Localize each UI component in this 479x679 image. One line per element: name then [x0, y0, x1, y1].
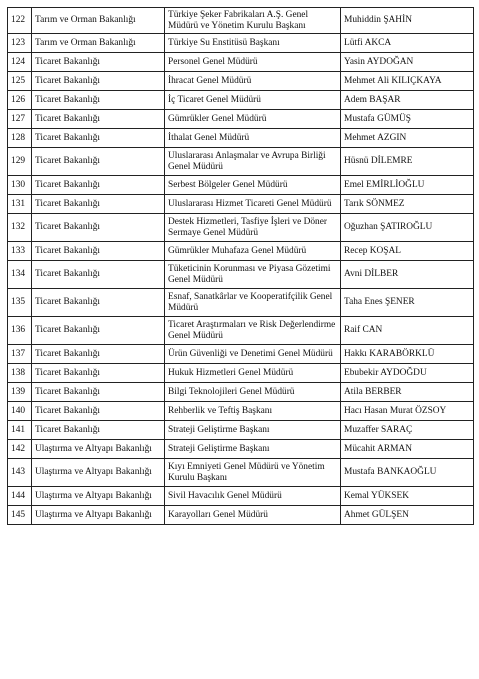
person-name-cell: Hakkı KARABÖRKLÜ: [341, 345, 474, 364]
table-row: [8, 214, 474, 242]
ministry-cell: Ticaret Bakanlığı: [32, 129, 165, 148]
ministry-cell: Ticaret Bakanlığı: [32, 176, 165, 195]
position-cell: Uluslararası Hizmet Ticareti Genel Müdürü: [165, 195, 341, 214]
ministry-cell: Ticaret Bakanlığı: [32, 91, 165, 110]
ministry-cell: Ticaret Bakanlığı: [32, 364, 165, 383]
position-cell: Strateji Geliştirme Başkanı: [165, 440, 341, 459]
ministry-cell: Ticaret Bakanlığı: [32, 110, 165, 129]
row-number-cell: 122: [8, 8, 32, 34]
person-name-cell: Mehmet Ali KILIÇKAYA: [341, 72, 474, 91]
position-cell: Ürün Güvenliği ve Denetimi Genel Müdürü: [165, 345, 341, 364]
position-cell: Türkiye Şeker Fabrikaları A.Ş. Genel Müdürü ve Yönetim Kurulu Başkanı: [165, 8, 341, 34]
position-cell: Uluslararası Anlaşmalar ve Avrupa Birliği Genel Müdürü: [165, 148, 341, 176]
row-number-cell: 140: [8, 402, 32, 421]
row-number-cell: 136: [8, 317, 32, 345]
table-row: [8, 8, 474, 34]
table-row: [8, 440, 474, 459]
person-name-cell: Mehmet AZGIN: [341, 129, 474, 148]
person-name-cell: Recep KOŞAL: [341, 242, 474, 261]
position-cell: Strateji Geliştirme Başkanı: [165, 421, 341, 440]
position-cell: Kıyı Emniyeti Genel Müdürü ve Yönetim Kurulu Başkanı: [165, 459, 341, 487]
row-number-cell: 125: [8, 72, 32, 91]
position-cell: Serbest Bölgeler Genel Müdürü: [165, 176, 341, 195]
ministry-cell: Ticaret Bakanlığı: [32, 261, 165, 289]
table-row: [8, 506, 474, 525]
ministry-cell: Ticaret Bakanlığı: [32, 53, 165, 72]
row-number-cell: 132: [8, 214, 32, 242]
person-name-cell: Emel EMİRLİOĞLU: [341, 176, 474, 195]
row-number-cell: 133: [8, 242, 32, 261]
ministry-cell: Ticaret Bakanlığı: [32, 383, 165, 402]
table-row: [8, 176, 474, 195]
person-name-cell: Yasin AYDOĞAN: [341, 53, 474, 72]
person-name-cell: Taha Enes ŞENER: [341, 289, 474, 317]
position-cell: Gümrükler Genel Müdürü: [165, 110, 341, 129]
table-row: [8, 364, 474, 383]
row-number-cell: 123: [8, 34, 32, 53]
position-cell: Ticaret Araştırmaları ve Risk Değerlendirme Genel Müdürü: [165, 317, 341, 345]
table-row: [8, 289, 474, 317]
table-row: [8, 53, 474, 72]
person-name-cell: Atila BERBER: [341, 383, 474, 402]
appointments-table: [7, 7, 474, 525]
table-row: [8, 72, 474, 91]
row-number-cell: 138: [8, 364, 32, 383]
table-row: [8, 148, 474, 176]
ministry-cell: Ticaret Bakanlığı: [32, 148, 165, 176]
position-cell: Tüketicinin Korunması ve Piyasa Gözetimi Genel Müdürü: [165, 261, 341, 289]
person-name-cell: Tarık SÖNMEZ: [341, 195, 474, 214]
table-body: [8, 8, 474, 525]
position-cell: Esnaf, Sanatkârlar ve Kooperatifçilik Genel Müdürü: [165, 289, 341, 317]
person-name-cell: Lütfi AKCA: [341, 34, 474, 53]
ministry-cell: Ticaret Bakanlığı: [32, 402, 165, 421]
ministry-cell: Ticaret Bakanlığı: [32, 289, 165, 317]
person-name-cell: Mustafa GÜMÜŞ: [341, 110, 474, 129]
position-cell: Hukuk Hizmetleri Genel Müdürü: [165, 364, 341, 383]
table-row: [8, 345, 474, 364]
table-row: [8, 459, 474, 487]
row-number-cell: 128: [8, 129, 32, 148]
row-number-cell: 127: [8, 110, 32, 129]
person-name-cell: Oğuzhan ŞATIROĞLU: [341, 214, 474, 242]
table-row: [8, 195, 474, 214]
ministry-cell: Ticaret Bakanlığı: [32, 214, 165, 242]
person-name-cell: Mustafa BANKAOĞLU: [341, 459, 474, 487]
table-row: [8, 34, 474, 53]
ministry-cell: Ticaret Bakanlığı: [32, 345, 165, 364]
ministry-cell: Ulaştırma ve Altyapı Bakanlığı: [32, 459, 165, 487]
row-number-cell: 145: [8, 506, 32, 525]
table-row: [8, 91, 474, 110]
row-number-cell: 130: [8, 176, 32, 195]
position-cell: İhracat Genel Müdürü: [165, 72, 341, 91]
row-number-cell: 143: [8, 459, 32, 487]
table-row: [8, 129, 474, 148]
position-cell: Türkiye Su Enstitüsü Başkanı: [165, 34, 341, 53]
position-cell: Karayolları Genel Müdürü: [165, 506, 341, 525]
row-number-cell: 124: [8, 53, 32, 72]
person-name-cell: Mücahit ARMAN: [341, 440, 474, 459]
person-name-cell: Adem BAŞAR: [341, 91, 474, 110]
person-name-cell: Muzaffer SARAÇ: [341, 421, 474, 440]
ministry-cell: Tarım ve Orman Bakanlığı: [32, 8, 165, 34]
row-number-cell: 142: [8, 440, 32, 459]
position-cell: Sivil Havacılık Genel Müdürü: [165, 487, 341, 506]
row-number-cell: 126: [8, 91, 32, 110]
position-cell: İç Ticaret Genel Müdürü: [165, 91, 341, 110]
ministry-cell: Ulaştırma ve Altyapı Bakanlığı: [32, 487, 165, 506]
ministry-cell: Ticaret Bakanlığı: [32, 317, 165, 345]
row-number-cell: 137: [8, 345, 32, 364]
table-row: [8, 487, 474, 506]
table-row: [8, 402, 474, 421]
position-cell: Gümrükler Muhafaza Genel Müdürü: [165, 242, 341, 261]
row-number-cell: 131: [8, 195, 32, 214]
person-name-cell: Ahmet GÜLŞEN: [341, 506, 474, 525]
row-number-cell: 139: [8, 383, 32, 402]
row-number-cell: 141: [8, 421, 32, 440]
person-name-cell: Kemal YÜKSEK: [341, 487, 474, 506]
ministry-cell: Ticaret Bakanlığı: [32, 421, 165, 440]
table-row: [8, 317, 474, 345]
row-number-cell: 144: [8, 487, 32, 506]
ministry-cell: Ticaret Bakanlığı: [32, 195, 165, 214]
table-row: [8, 110, 474, 129]
position-cell: Destek Hizmetleri, Tasfiye İşleri ve Döner Sermaye Genel Müdürü: [165, 214, 341, 242]
row-number-cell: 129: [8, 148, 32, 176]
ministry-cell: Ulaştırma ve Altyapı Bakanlığı: [32, 506, 165, 525]
person-name-cell: Ebubekir AYDOĞDU: [341, 364, 474, 383]
ministry-cell: Ticaret Bakanlığı: [32, 72, 165, 91]
row-number-cell: 134: [8, 261, 32, 289]
table-row: [8, 383, 474, 402]
position-cell: Rehberlik ve Teftiş Başkanı: [165, 402, 341, 421]
ministry-cell: Ulaştırma ve Altyapı Bakanlığı: [32, 440, 165, 459]
ministry-cell: Ticaret Bakanlığı: [32, 242, 165, 261]
position-cell: Personel Genel Müdürü: [165, 53, 341, 72]
person-name-cell: Raif CAN: [341, 317, 474, 345]
ministry-cell: Tarım ve Orman Bakanlığı: [32, 34, 165, 53]
person-name-cell: Avni DİLBER: [341, 261, 474, 289]
position-cell: İthalat Genel Müdürü: [165, 129, 341, 148]
person-name-cell: Muhiddin ŞAHİN: [341, 8, 474, 34]
row-number-cell: 135: [8, 289, 32, 317]
position-cell: Bilgi Teknolojileri Genel Müdürü: [165, 383, 341, 402]
person-name-cell: Hacı Hasan Murat ÖZSOY: [341, 402, 474, 421]
table-row: [8, 261, 474, 289]
table-row: [8, 242, 474, 261]
table-row: [8, 421, 474, 440]
person-name-cell: Hüsnü DİLEMRE: [341, 148, 474, 176]
